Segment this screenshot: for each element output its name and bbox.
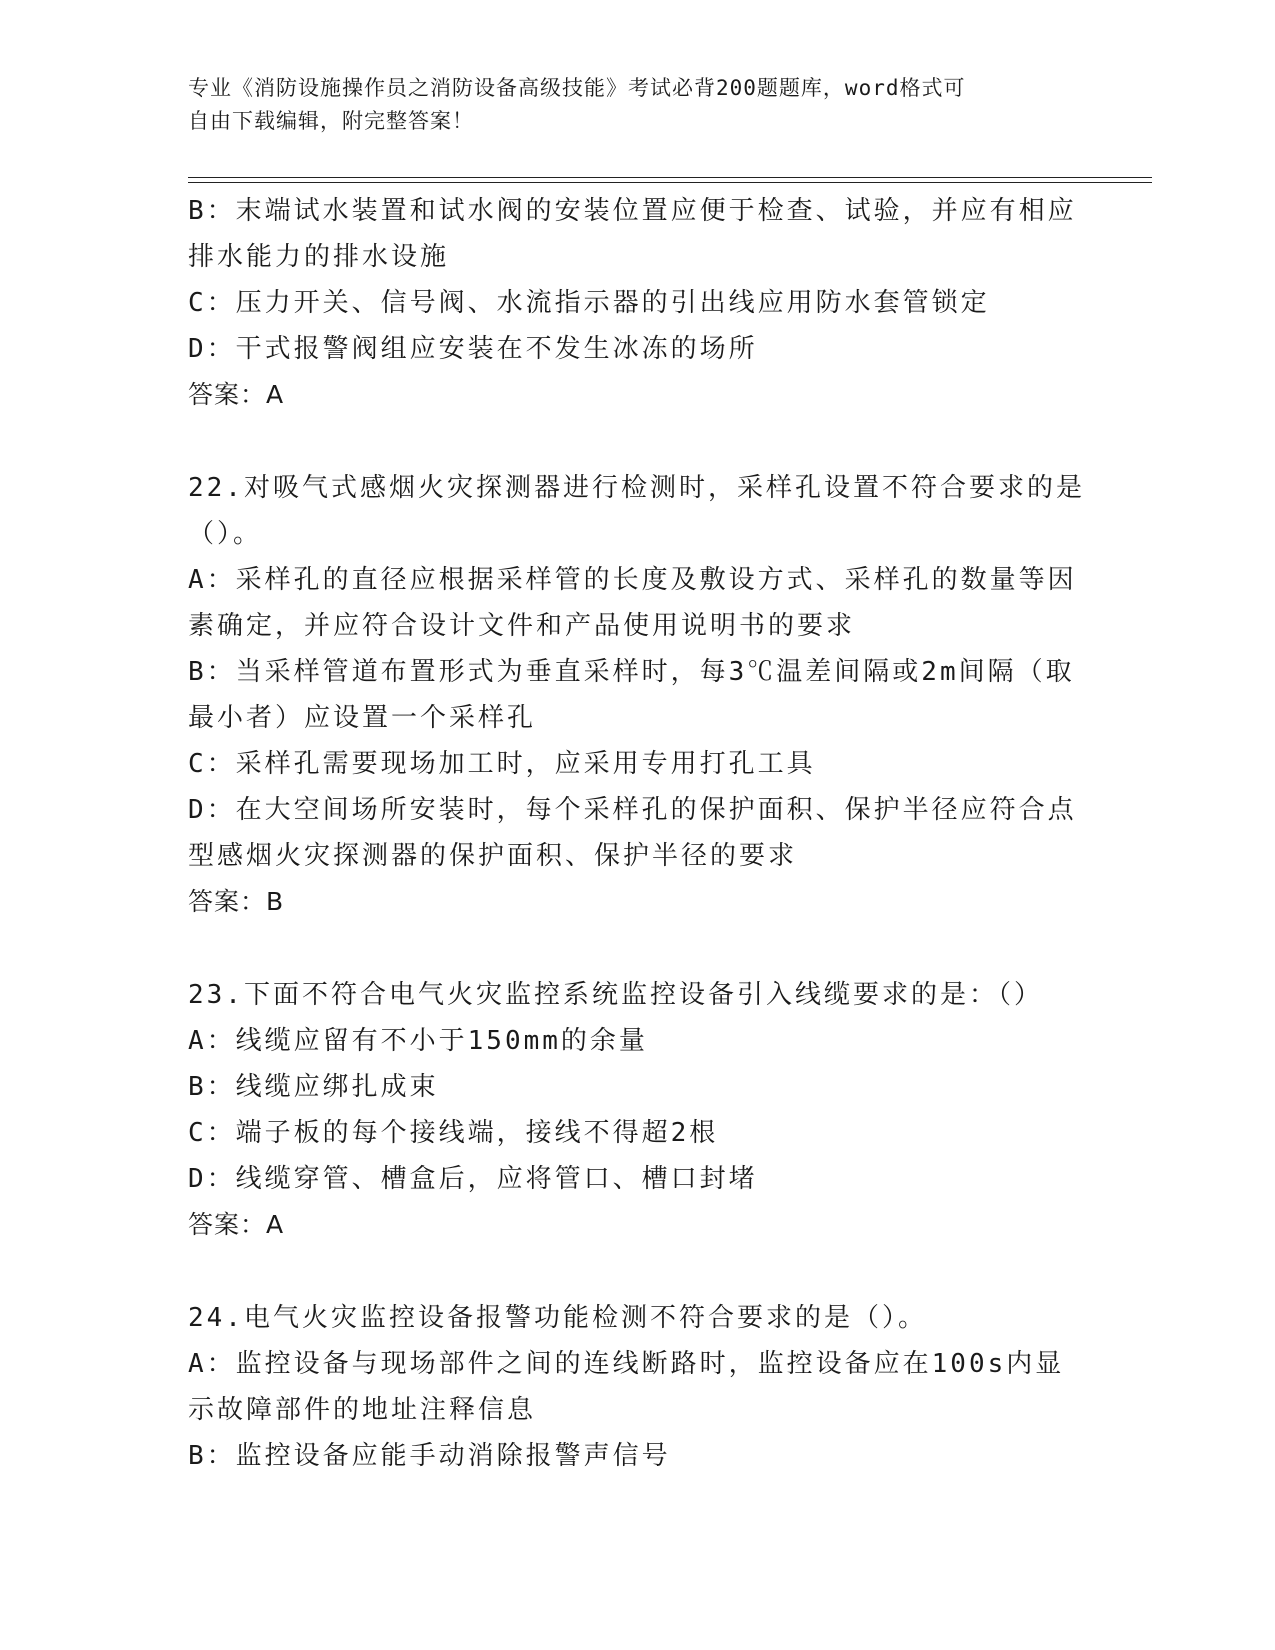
q22-stem-line-2: （）。: [188, 519, 263, 549]
q21-option-c: C：压力开关、信号阀、水流指示器的引出线应用防水套管锁定: [188, 288, 990, 318]
spacer: [188, 418, 1088, 465]
q22-option-d-line-2: 型感烟火灾探测器的保护面积、保护半径的要求: [188, 841, 798, 871]
q23-stem: 23.下面不符合电气火灾监控系统监控设备引入线缆要求的是：（）: [188, 980, 1043, 1010]
q24-option-b: B：监控设备应能手动消除报警声信号: [188, 1441, 671, 1471]
document-content: [188, 188, 1088, 1479]
q22-option-a-line-1: A：采样孔的直径应根据采样管的长度及敷设方式、采样孔的数量等因: [188, 565, 1077, 595]
q22-answer: 答案：B: [188, 887, 285, 916]
header-rule-top: [188, 177, 1152, 178]
q22-stem-line-1: 22.对吸气式感烟火灾探测器进行检测时，采样孔设置不符合要求的是: [188, 473, 1085, 503]
header-rule-bottom: [188, 182, 1152, 183]
question-22-block: [188, 465, 1088, 925]
q22-option-a-line-2: 素确定，并应符合设计文件和产品使用说明书的要求: [188, 611, 856, 641]
q24-option-a-line-2: 示故障部件的地址注释信息: [188, 1395, 537, 1425]
document-header: [188, 72, 1088, 138]
question-24-block: [188, 1295, 1088, 1479]
spacer: [188, 925, 1088, 972]
q24-option-a-line-1: A：监控设备与现场部件之间的连线断路时，监控设备应在100s内显: [188, 1349, 1065, 1379]
q21-answer: 答案：A: [188, 380, 285, 409]
q24-stem: 24.电气火灾监控设备报警功能检测不符合要求的是（）。: [188, 1303, 927, 1333]
header-line-1: 专业《消防设施操作员之消防设备高级技能》考试必背200题题库，word格式可: [188, 76, 966, 100]
q23-option-c: C：端子板的每个接线端，接线不得超2根: [188, 1118, 719, 1148]
question-23-block: [188, 972, 1088, 1248]
q21-option-d: D：干式报警阀组应安装在不发生冰冻的场所: [188, 334, 758, 364]
question-21-block: [188, 188, 1088, 418]
q23-option-a: A：线缆应留有不小于150mm的余量: [188, 1026, 648, 1056]
q23-option-d: D：线缆穿管、槽盒后，应将管口、槽口封堵: [188, 1164, 758, 1194]
q22-option-b-line-2: 最小者）应设置一个采样孔: [188, 703, 537, 733]
q22-option-c: C：采样孔需要现场加工时，应采用专用打孔工具: [188, 749, 816, 779]
q21-option-b-line-2: 排水能力的排水设施: [188, 242, 450, 272]
spacer: [188, 1248, 1088, 1295]
header-line-2: 自由下载编辑，附完整答案！: [188, 109, 474, 133]
q22-option-b-line-1: B：当采样管道布置形式为垂直采样时，每3℃温差间隔或2m间隔（取: [188, 657, 1075, 687]
q23-answer: 答案：A: [188, 1210, 285, 1239]
q21-option-b-line-1: B：末端试水装置和试水阀的安装位置应便于检查、试验，并应有相应: [188, 196, 1077, 226]
q23-option-b: B：线缆应绑扎成束: [188, 1072, 439, 1102]
q22-option-d-line-1: D：在大空间场所安装时，每个采样孔的保护面积、保护半径应符合点: [188, 795, 1077, 825]
